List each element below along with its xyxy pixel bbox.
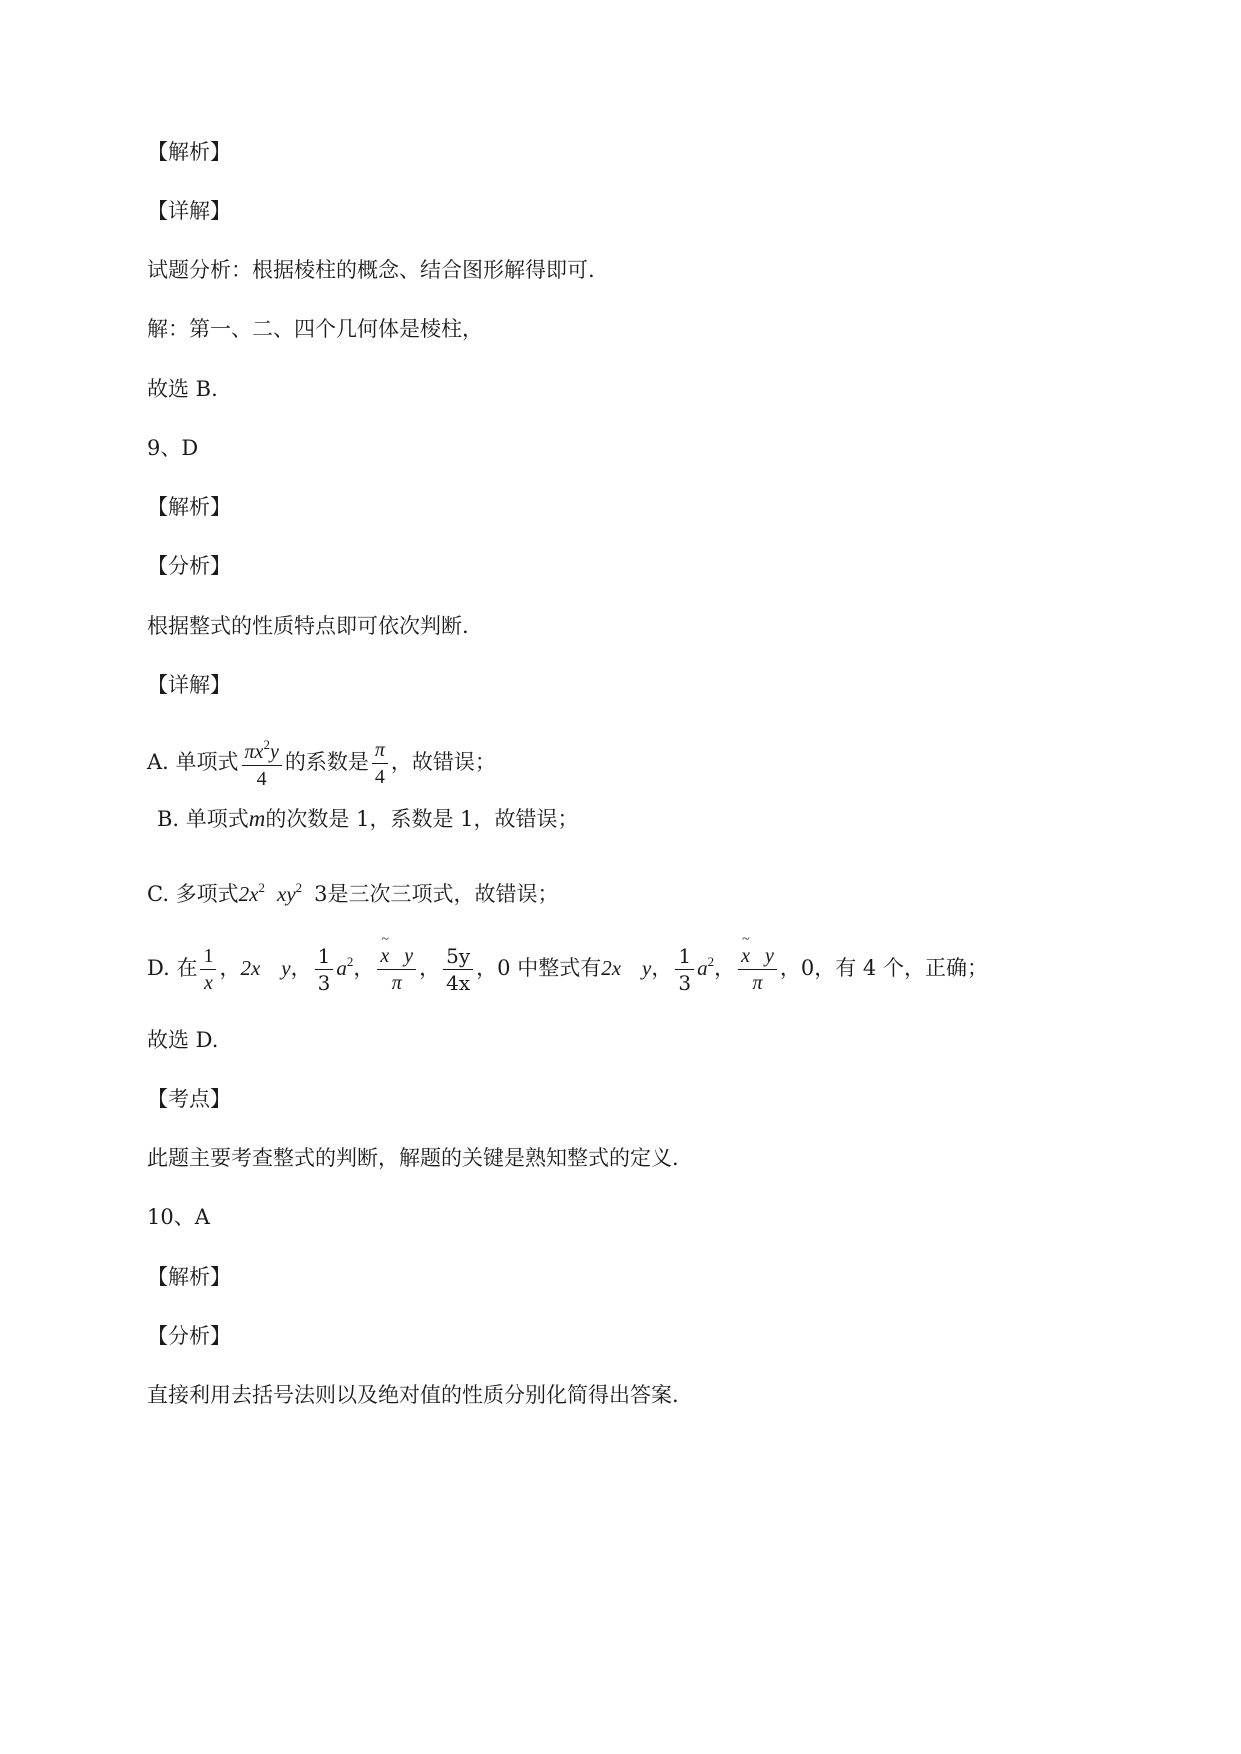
answer-label: 9、D bbox=[147, 436, 199, 460]
math-term: $a^2$ bbox=[336, 954, 354, 980]
math-term: $xy^2$ bbox=[277, 880, 303, 906]
paragraph: 此题主要考查整式的判断，解题的关键是熟知整式的定义. bbox=[147, 1146, 679, 1170]
section-heading-analyze: 【分析】 bbox=[147, 554, 231, 578]
fraction: ~ $\frac{\text{x y}}{\pi}$ bbox=[377, 946, 416, 993]
option-c-prefix: C. 多项式 bbox=[147, 882, 239, 906]
section-heading-key-point: 【考点】 bbox=[147, 1087, 231, 1111]
fraction: $\frac{1}{3}$ bbox=[315, 946, 334, 993]
section-heading-detail: 【详解】 bbox=[147, 673, 231, 697]
fraction: $\frac{\pi}{4}$ bbox=[372, 740, 388, 787]
paragraph: 解：第一、二、四个几何体是棱柱， bbox=[147, 317, 483, 341]
section-heading-analysis: 【解析】 bbox=[147, 140, 231, 164]
fraction: $\frac{1}{3}$ bbox=[675, 946, 694, 993]
fraction: $\frac{5y}{4x}$ bbox=[443, 946, 473, 993]
section-heading-analyze: 【分析】 bbox=[147, 1324, 231, 1348]
math-term: $a^2$ bbox=[697, 954, 715, 980]
section-heading-analysis: 【解析】 bbox=[147, 1265, 231, 1289]
fraction: $\frac{\pi x^2y}{4}$ bbox=[242, 738, 282, 789]
option-d-prefix: D. 在 bbox=[147, 956, 198, 980]
math-variable: m bbox=[248, 806, 266, 831]
option-b-line: B. 单项式m的次数是 1，系数是 1，故错误； bbox=[157, 806, 579, 831]
math-term: 2x y bbox=[240, 956, 291, 980]
section-heading-detail: 【详解】 bbox=[147, 199, 231, 223]
paragraph: 故选 B. bbox=[147, 377, 218, 401]
math-term: 3 bbox=[314, 882, 328, 906]
option-d-line: D. 在 $\frac{1}{x}$ ，2x y， $\frac{1}{3}$ $a^2$， ~ $\frac{\text{x y}}{\pi}$ ， $\frac{5y}{4x}$ ，0 中整式有2x y， $\frac{1}{3}$ $a^2$， ~ $\frac{\text{x y}}{\pi}$ ，0，有 4 个，正确； bbox=[147, 946, 988, 993]
section-heading-analysis: 【解析】 bbox=[147, 495, 231, 519]
option-a-prefix: A. 单项式 bbox=[147, 750, 239, 774]
paragraph: 根据整式的性质特点即可依次判断. bbox=[147, 614, 469, 638]
paragraph: 试题分析：根据棱柱的概念、结合图形解得即可. bbox=[147, 258, 595, 282]
fraction: $\frac{1}{x}$ bbox=[200, 946, 216, 993]
option-c-line: C. 多项式$2x^2$ $xy^2$ 3是三次三项式，故错误； bbox=[147, 880, 559, 906]
paragraph: 故选 D. bbox=[147, 1028, 219, 1052]
answer-label: 10、A bbox=[147, 1205, 210, 1229]
option-a-line: A. 单项式 $\frac{\pi x^2y}{4}$ 的系数是 $\frac{\pi}{4}$ ，故错误； bbox=[147, 737, 496, 790]
math-term: $2x^2$ bbox=[238, 880, 265, 906]
fraction: ~ $\frac{\text{x y}}{\pi}$ bbox=[738, 946, 777, 993]
paragraph: 直接利用去括号法则以及绝对值的性质分别化简得出答案. bbox=[147, 1383, 679, 1407]
option-b-prefix: B. 单项式 bbox=[157, 807, 249, 831]
math-term: 2x y bbox=[601, 956, 652, 980]
